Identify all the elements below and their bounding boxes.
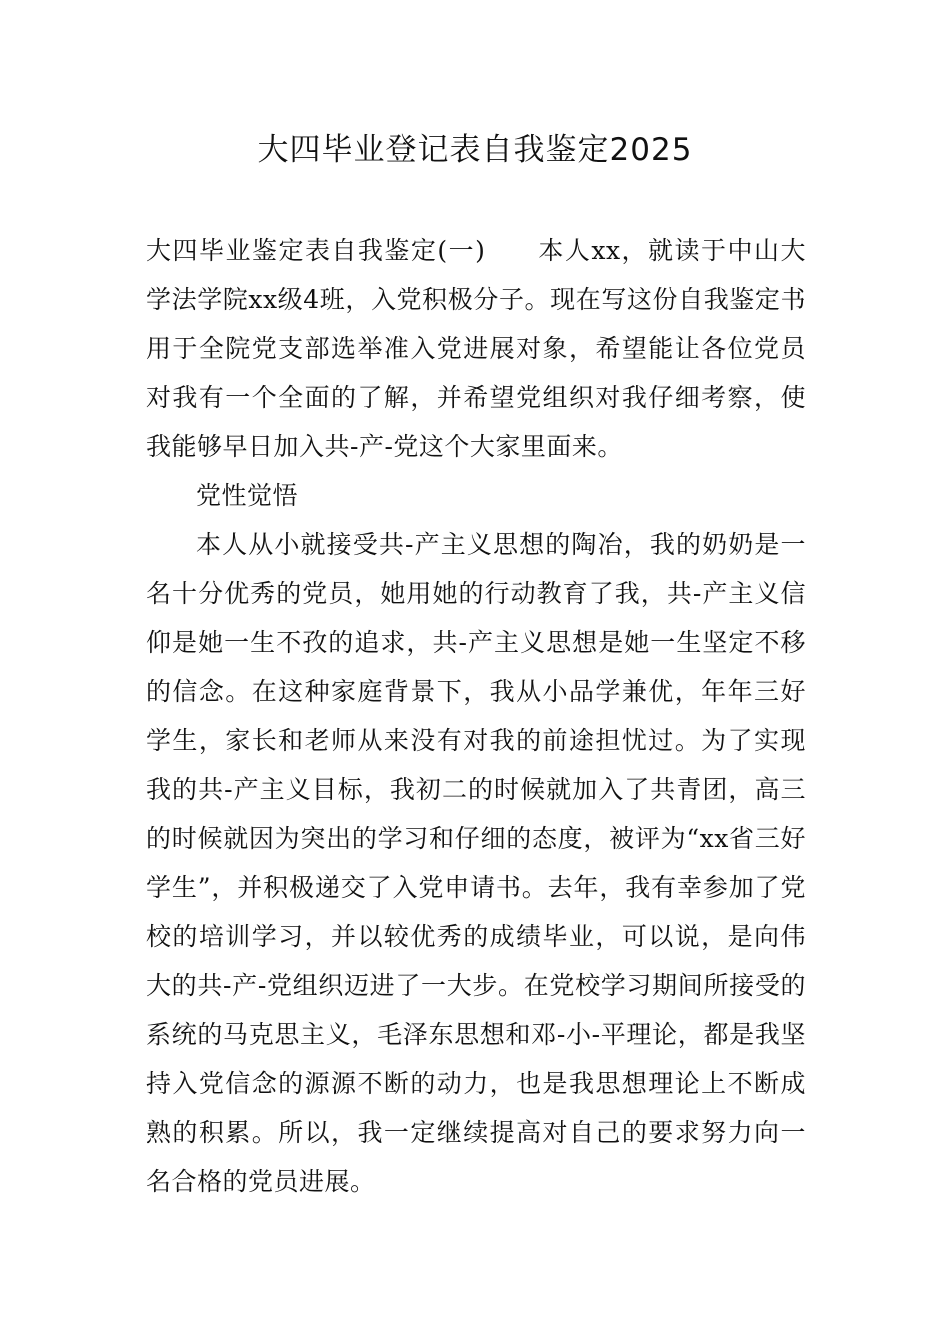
section-paragraph: 本人从小就接受共-产主义思想的陶冶，我的奶奶是一名十分优秀的党员，她用她的行动教育了我，共-产主义信仰是她一生不孜的追求，共-产主义思想是她一生坚定不移的信念。在这种家庭背景下，我从小品学兼优，年年三好学生，家长和老师从来没有对我的前途担忧过。为了实现我的共-产主义目标，我初二的时候就加入了共青团，高三的时候就因为突出的学习和仔细的态度，被评为“xx省三好学生”，并积极递交了入党申请书。去年，我有幸参加了党校的培训学习，并以较优秀的成绩毕业，可以说，是向伟大的共-产-党组织迈进了一大步。在党校学习期间所接受的系统的马克思主义，毛泽东思想和邓-小-平理论，都是我坚持入党信念的源源不断的动力，也是我思想理论上不断成熟的积累。所以，我一定继续提高对自己的要求努力向一名合格的党员进展。 <box>146 530 806 1196</box>
intro-paragraph <box>146 226 806 471</box>
intro-heading: 大四毕业鉴定表自我鉴定(一) <box>146 236 486 265</box>
section-heading: 党性觉悟 <box>196 481 299 510</box>
intro-text: 本人xx，就读于中山大学法学院xx级4班，入党积极分子。现在写这份自我鉴定书用于全院党支部选举准入党进展对象，希望能让各位党员对我有一个全面的了解，并希望党组织对我仔细考察，使我能够早日加入共-产-党这个大家里面来。 <box>146 236 806 461</box>
document-title: 大四毕业登记表自我鉴定2025 <box>257 132 693 168</box>
document-body <box>146 226 806 1206</box>
